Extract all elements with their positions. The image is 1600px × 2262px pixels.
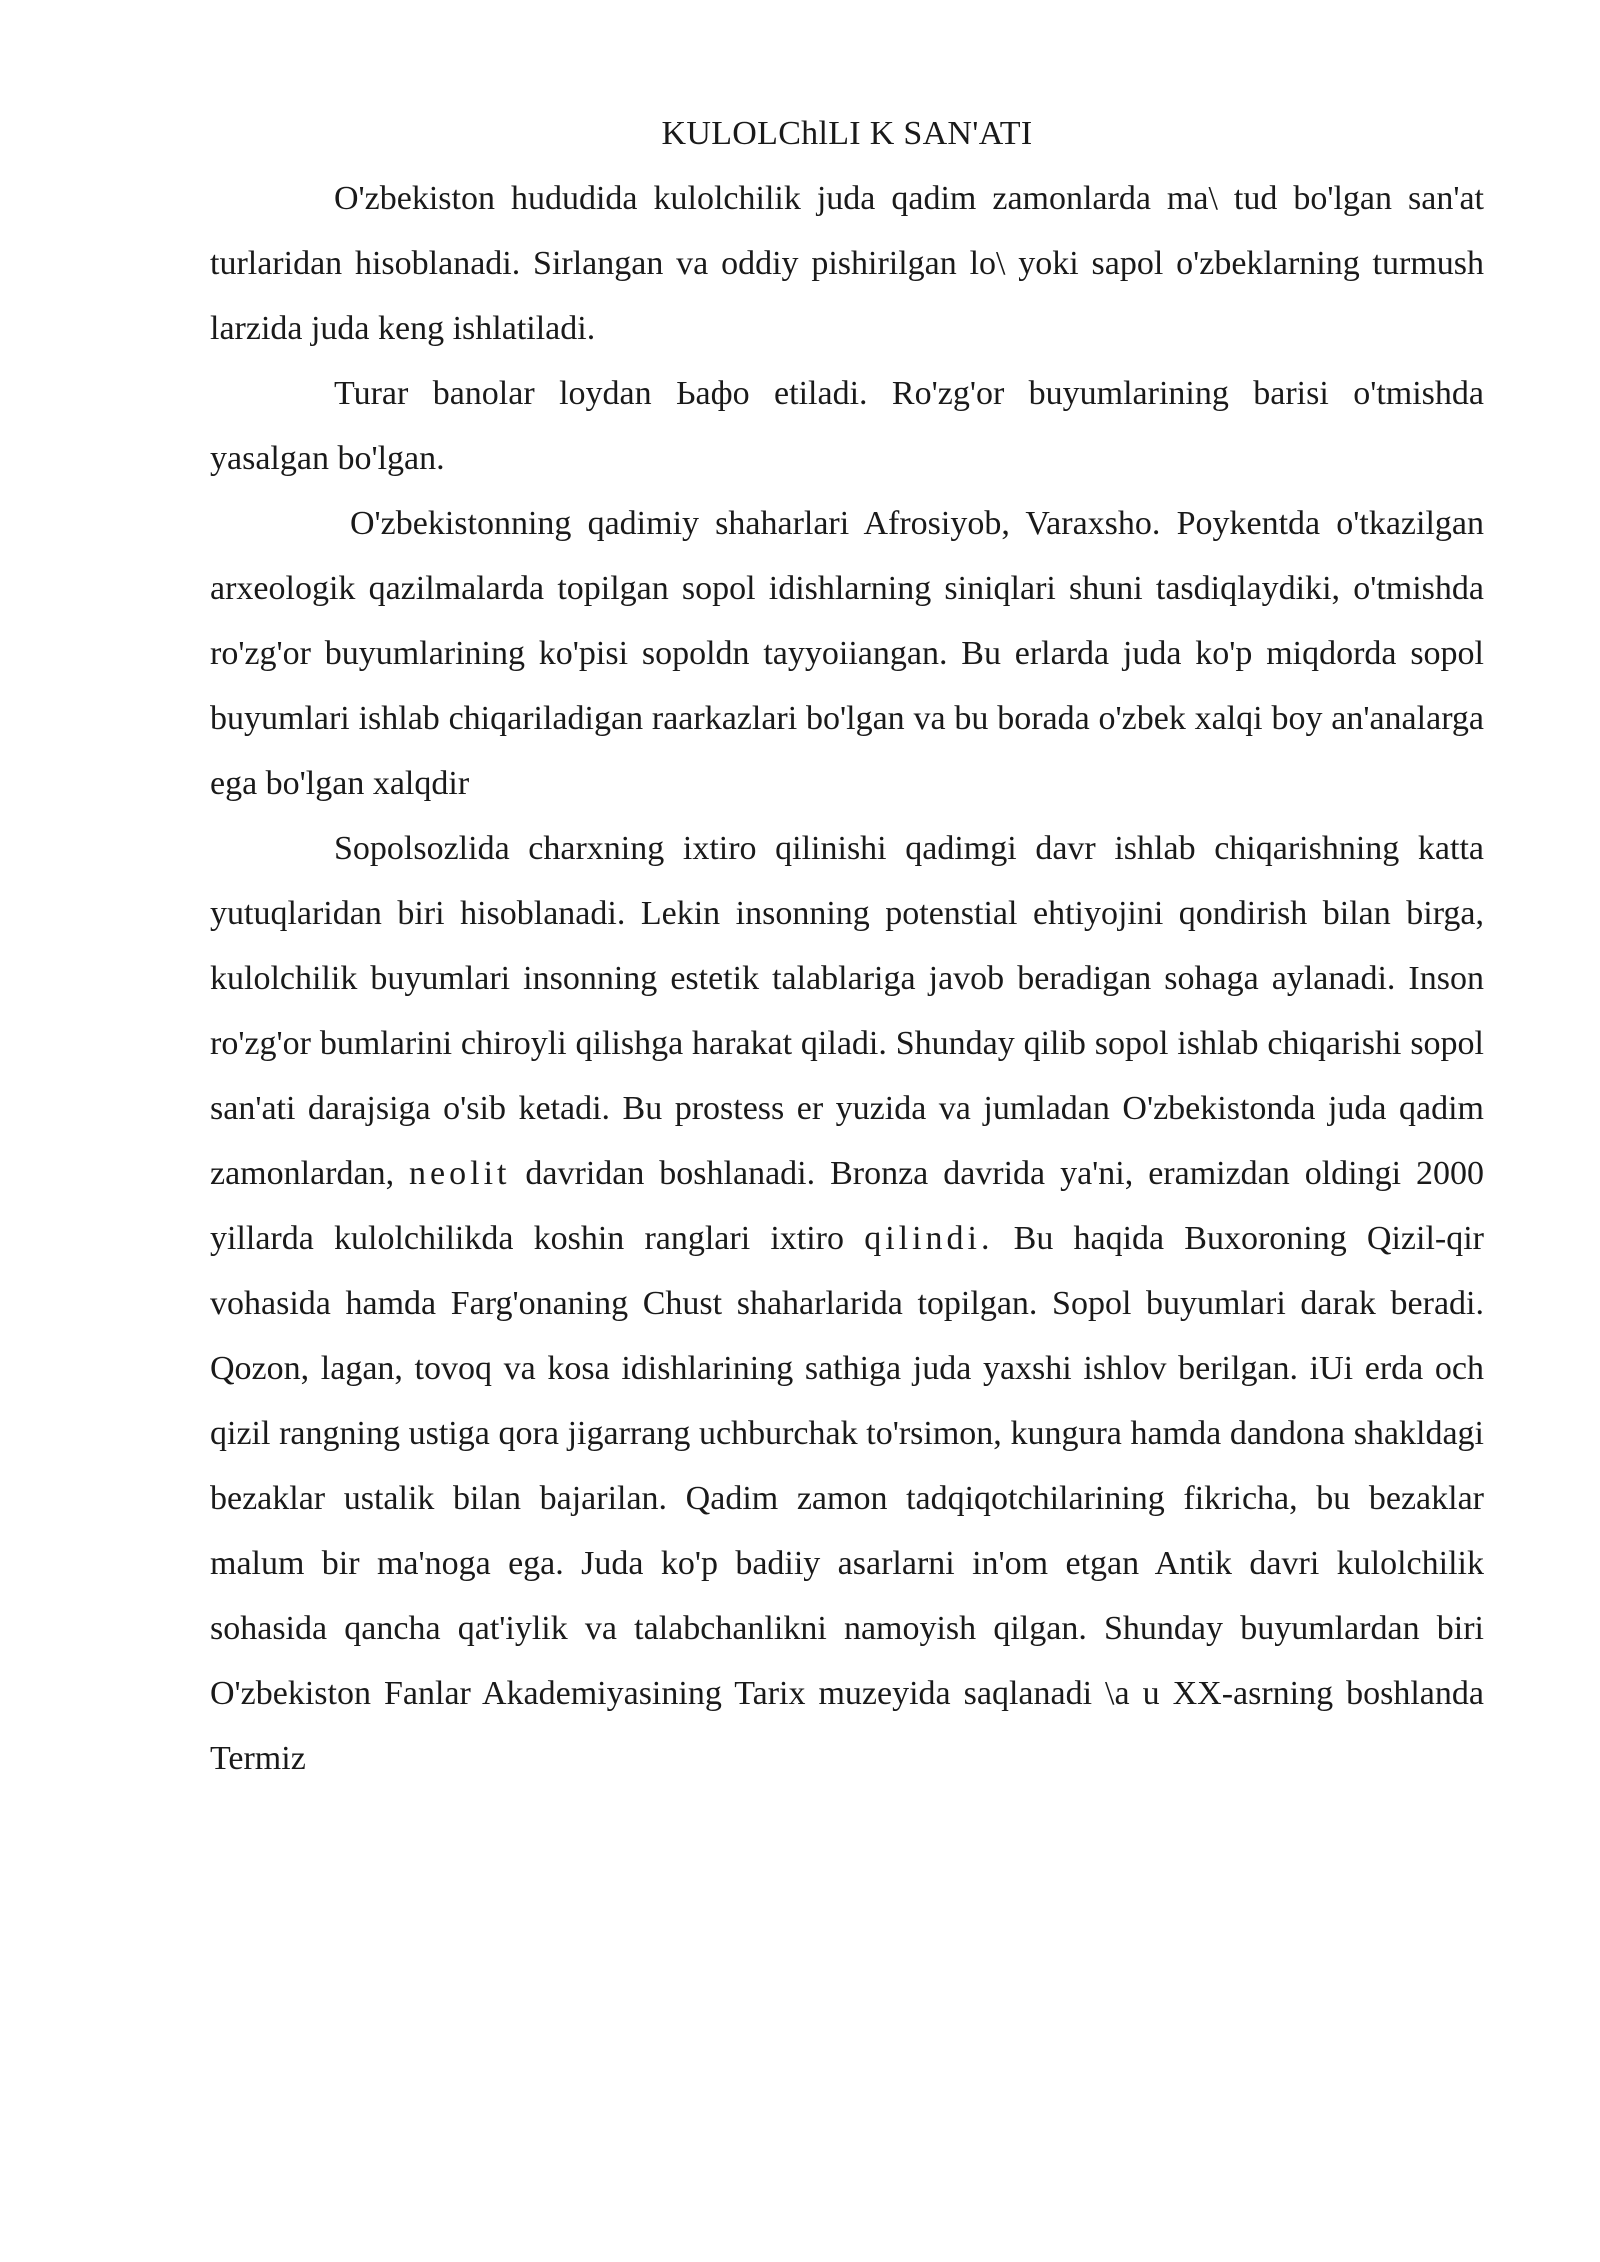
neolit-word: neolit	[409, 1155, 511, 1192]
paragraph-1: O'zbekiston hududida kulolchilik juda qadim zamonlarda ma\ tud bo'lgan san'at turlaridan hisoblanadi. Sirlangan va oddiy pishirilgan lo\ yoki sapol o'zbeklarning turmush larzida juda keng ishlatiladi.	[210, 180, 1484, 347]
document-page	[210, 112, 1484, 1791]
document-title: KULOLChlLI K SAN'ATI	[661, 115, 1033, 152]
paragraph-3: O'zbekistonning qadimiy shaharlari Afrosiyob, Varaxsho. Poykentda o'tkazilgan arxeologik qazilmalarda topilgan sopol idishlarning siniqlari shuni tasdiqlaydiki, o'tmishda ro'zg'or buyumlarining ko'pisi sopoldn tayyoiiangan. Bu erlarda juda ko'p miqdorda sopol buyumlari ishlab chiqariladigan raarkazlari bo'lgan va bu borada o'zbek xalqi boy an'analarga ega bo'lgan xalqdir	[210, 505, 1484, 802]
paragraph-4	[210, 816, 1484, 1791]
qilindi-word: qilindi.	[864, 1220, 994, 1257]
paragraph-4-part-1: Sopolsozlida charxning ixtiro qilinishi qadimgi davr ishlab chiqarishning katta yutuqlaridan biri hisoblanadi. Lekin insonning potenstial ehtiyojini qondirish bilan birga, kulolchilik buyumlari insonning estetik talablariga javob beradigan sohaga aylanadi. Inson ro'zg'or bumlarini chiroyli qilishga harakat qiladi. Shunday qilib sopol ishlab chiqarishi sopol san'ati darajsiga o'sib ketadi. Bu prostess er yuzida va jumladan O'zbekistonda juda qadim zamonlardan,	[210, 830, 1484, 1192]
paragraph-4-part-3: Bu haqida Buxoroning Qizil-qir vohasida hamda Farg'onaning Chust shaharlarida topilgan. Sopol buyumlari darak beradi. Qozon, lagan, tovoq va kosa idishlarining sathiga juda yaxshi ishlov berilgan. iUi erda och qizil rangning ustiga qora jigarrang uchburchak to'rsimon, kungura hamda dandona shakldagi bezaklar ustalik bilan bajarilan. Qadim zamon tadqiqotchilarining fikricha, bu bezaklar malum bir ma'noga ega. Juda ko'p badiiy asarlarni in'om etgan Antik davri kulolchilik sohasida qancha qat'iylik va talabchanlikni namoyish qilgan. Shunday buyumlardan biri O'zbekiston Fanlar Akademiyasining Tarix muzeyida saqlanadi \a u XX-asrning boshlanda Termiz	[210, 1220, 1484, 1777]
paragraph-2: Turar banolar loydan Ьафо etiladi. Ro'zg'or buyumlarining barisi o'tmishda yasalgan bo'lgan.	[210, 375, 1484, 477]
paragraph-4-part-2: davridan boshlanadi. Bronza davrida ya'ni, eramizdan oldingi 2000 yillarda kulolchilikda koshin ranglari ixtiro	[210, 1155, 1485, 1257]
